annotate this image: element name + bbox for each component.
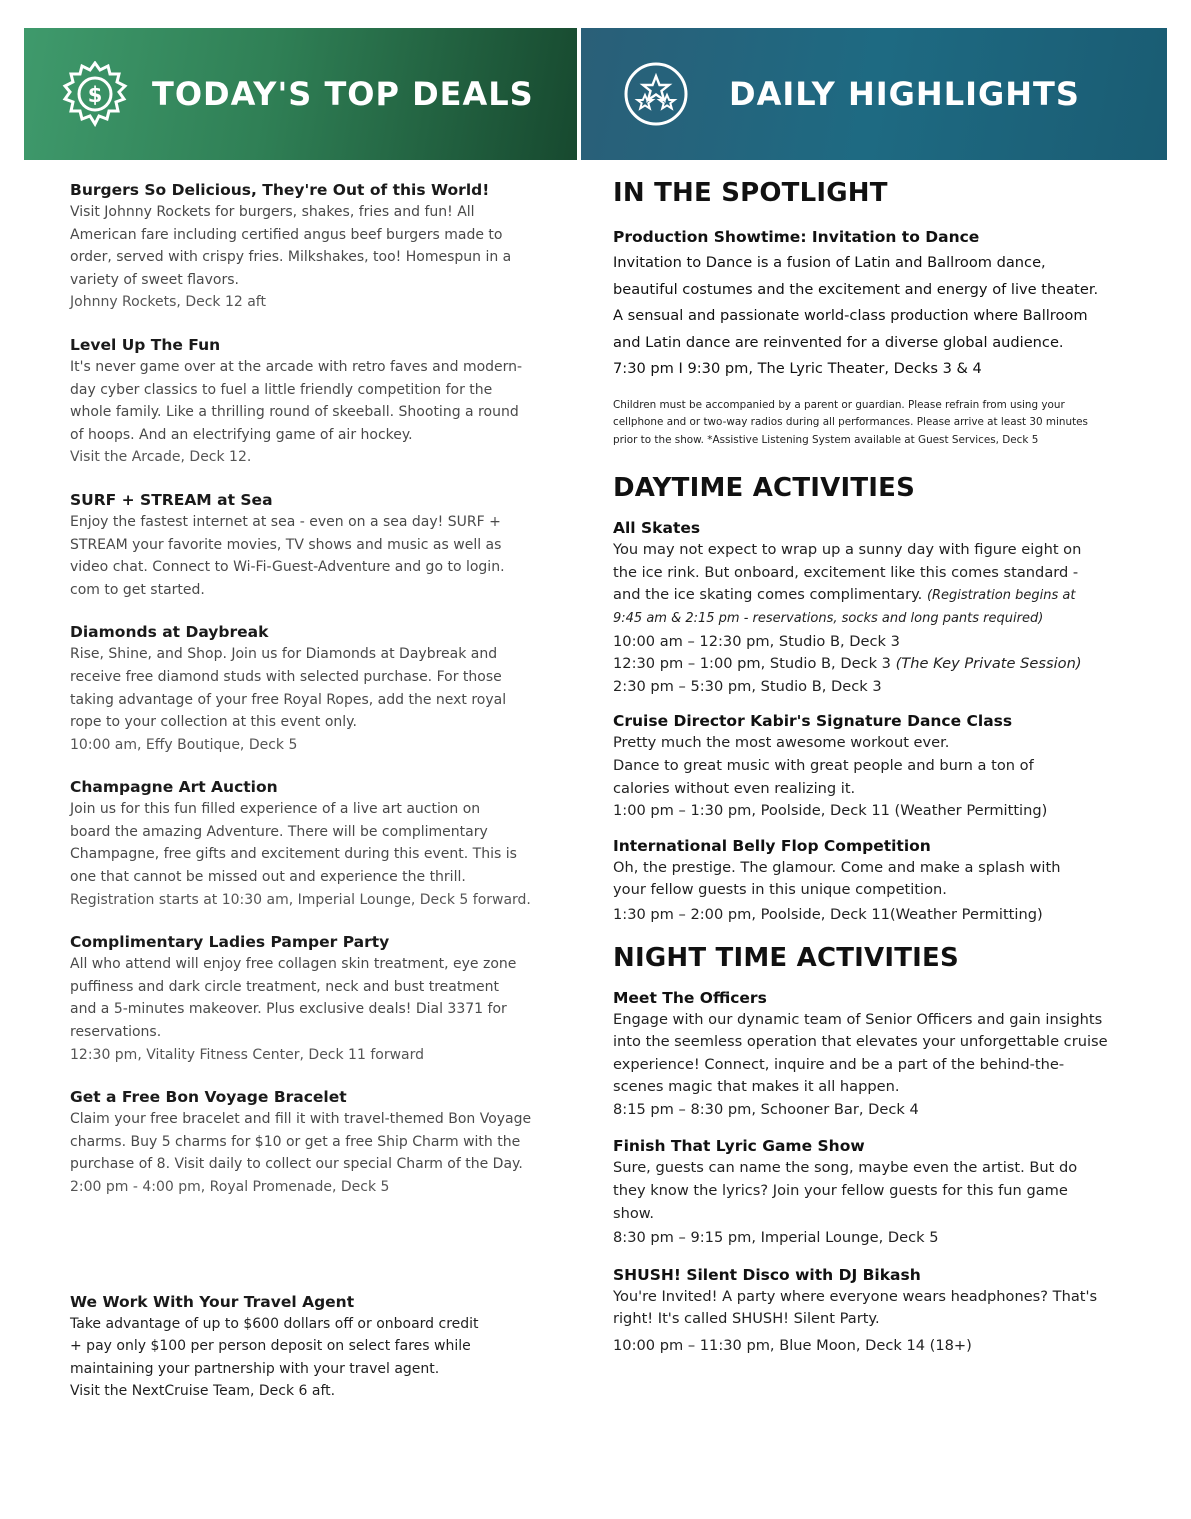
deal-title: We Work With Your Travel Agent	[70, 1292, 355, 1311]
deal-location: Visit the NextCruise Team, Deck 6 aft.	[70, 1383, 336, 1400]
event-body: Oh, the prestige. The glamour. Come and make a splash with	[613, 858, 1061, 876]
highlights-column	[613, 176, 1113, 1358]
deal-location: Johnny Rockets, Deck 12 aft	[70, 294, 266, 311]
deal-body: one that cannot be missed out and experience the thrill.	[70, 869, 466, 886]
event-time: 8:15 pm – 8:30 pm, Schooner Bar, Deck 4	[613, 1100, 919, 1118]
deal-body: Enjoy the fastest internet at sea - even on a sea day! SURF +	[70, 513, 501, 530]
event-body: calories without even realizing it.	[613, 779, 856, 797]
top-deals-title: TODAY'S TOP DEALS	[152, 75, 534, 113]
event-time: 10:00 pm – 11:30 pm, Blue Moon, Deck 14 (18+)	[613, 1337, 972, 1355]
spotlight-body: beautiful costumes and the excitement and energy of live theater.	[613, 280, 1099, 298]
event-body: Sure, guests can name the song, maybe even the artist. But do	[613, 1159, 1078, 1177]
deal-body: charms. Buy 5 charms for $10 or get a free Ship Charm with the	[70, 1133, 521, 1150]
event-body: your fellow guests in this unique competition.	[613, 881, 947, 899]
event-title: Cruise Director Kabir's Signature Dance Class	[613, 712, 1013, 731]
deal-body: American fare including certified angus beef burgers made to	[70, 226, 503, 243]
deal-body: + pay only $100 per person deposit on select fares while	[70, 1338, 471, 1355]
deal-body: rope to your collection at this event only.	[70, 714, 357, 731]
deal-location: Visit the Arcade, Deck 12.	[70, 449, 252, 466]
deal-body: com to get started.	[70, 581, 205, 598]
deal-body: and a 5-minutes makeover. Plus exclusive deals! Dial 3371 for	[70, 1001, 507, 1018]
deal-body: variety of sweet flavors.	[70, 271, 239, 288]
nighttime-section	[613, 941, 1113, 1358]
deal-location: Registration starts at 10:30 am, Imperial Lounge, Deck 5 forward.	[70, 891, 531, 908]
event-body-text: and the ice skating comes complimentary.	[613, 586, 923, 604]
deal-body: board the amazing Adventure. There will be complimentary	[70, 823, 488, 840]
deal-arcade	[70, 334, 548, 469]
daytime-heading: DAYTIME ACTIVITIES	[613, 473, 916, 504]
deal-title: Champagne Art Auction	[70, 778, 278, 797]
registration-note: (Registration begins at	[926, 588, 1076, 604]
deal-body: day cyber classics to fuel a little friendly competition for the	[70, 381, 493, 398]
event-title: International Belly Flop Competition	[613, 836, 931, 855]
deal-title: Level Up The Fun	[70, 335, 221, 354]
daily-highlights-banner	[581, 28, 1167, 160]
daily-highlights-title: DAILY HIGHLIGHTS	[729, 75, 1080, 113]
event-title: Finish That Lyric Game Show	[613, 1137, 865, 1156]
fine-print-line: Children must be accompanied by a parent or guardian. Please refrain from using your	[613, 398, 1065, 411]
spotlight-fine-print	[613, 397, 1113, 449]
event-body: Engage with our dynamic team of Senior Officers and gain insights	[613, 1010, 1103, 1028]
deal-body: Take advantage of up to $600 dollars off or onboard credit	[70, 1315, 479, 1332]
event-body: they know the lyrics? Join your fellow guests for this fun game	[613, 1182, 1068, 1200]
fine-print-line: cellphone and or two-way radios during all performances. Please arrive at least 30 minutes	[613, 416, 1088, 429]
deal-title: Diamonds at Daybreak	[70, 623, 269, 642]
deal-body: Visit Johnny Rockets for burgers, shakes, fries and fun! All	[70, 204, 475, 220]
deal-body: reservations.	[70, 1024, 162, 1041]
event-time: 1:00 pm – 1:30 pm, Poolside, Deck 11 (Weather Permitting)	[613, 802, 1048, 820]
deal-location: 10:00 am, Effy Boutique, Deck 5	[70, 736, 298, 753]
event-body: experience! Connect, inquire and be a part of the behind-the-	[613, 1055, 1065, 1073]
spotlight-body: and Latin dance are reinvented for a diverse global audience.	[613, 333, 1064, 351]
spotlight-title: Production Showtime: Invitation to Dance	[613, 228, 980, 246]
deal-location: 2:00 pm - 4:00 pm, Royal Promenade, Deck 5	[70, 1179, 390, 1195]
event-body	[613, 584, 1113, 608]
top-deals-banner	[24, 28, 577, 160]
deal-surf-stream	[70, 489, 548, 601]
deal-johnny-rockets	[70, 179, 548, 314]
dollar-badge-icon	[62, 61, 128, 127]
deal-body: All who attend will enjoy free collagen skin treatment, eye zone	[70, 956, 517, 973]
event-body: scenes magic that makes it all happen.	[613, 1078, 900, 1096]
deals-column	[70, 179, 548, 1423]
event-body: show.	[613, 1204, 655, 1222]
event-meet-officers	[613, 987, 1113, 1122]
daytime-section	[613, 471, 1113, 926]
spotlight-body: A sensual and passionate world-class production where Ballroom	[613, 307, 1088, 325]
event-all-skates	[613, 517, 1113, 698]
deal-body: receive free diamond studs with selected purchase. For those	[70, 668, 502, 685]
deal-body: Rise, Shine, and Shop. Join us for Diamonds at Daybreak and	[70, 646, 498, 663]
deal-body: video chat. Connect to Wi-Fi-Guest-Adventure and go to login.	[70, 559, 505, 576]
event-title: All Skates	[613, 519, 701, 538]
deal-art-auction	[70, 776, 548, 911]
deal-body: puffiness and dark circle treatment, neck and bust treatment	[70, 978, 499, 995]
event-body: You may not expect to wrap up a sunny day with figure eight on	[613, 541, 1082, 559]
spotlight-section	[613, 176, 1113, 449]
event-body: right! It's called SHUSH! Silent Party.	[613, 1310, 880, 1328]
nighttime-heading: NIGHT TIME ACTIVITIES	[613, 942, 959, 973]
deal-pamper-party	[70, 931, 548, 1066]
event-body: Pretty much the most awesome workout ever.	[613, 734, 950, 752]
spotlight-body: Invitation to Dance is a fusion of Latin and Ballroom dance,	[613, 254, 1046, 271]
event-time	[613, 653, 1113, 676]
deal-body: STREAM your favorite movies, TV shows and music as well as	[70, 536, 502, 553]
event-body: You're Invited! A party where everyone wears headphones? That's	[613, 1287, 1098, 1305]
deal-body: taking advantage of your free Royal Ropes, add the next royal	[70, 691, 507, 708]
deal-diamonds	[70, 621, 548, 756]
deal-body: Join us for this fun filled experience of a live art auction on	[70, 801, 481, 818]
fine-print-line: prior to the show. *Assistive Listening System available at Guest Services, Deck 5	[613, 433, 1039, 446]
deal-body: Champagne, free gifts and excitement during this event. This is	[70, 846, 517, 863]
event-body: Dance to great music with great people and burn a ton of	[613, 756, 1034, 774]
event-time-text: 12:30 pm – 1:00 pm, Studio B, Deck 3	[613, 655, 891, 673]
svg-text:$: $	[87, 83, 103, 107]
private-session-note: (The Key Private Session)	[895, 655, 1082, 673]
event-time: 10:00 am – 12:30 pm, Studio B, Deck 3	[613, 632, 900, 650]
stars-badge-icon	[623, 61, 689, 127]
deal-title: Get a Free Bon Voyage Bracelet	[70, 1088, 347, 1107]
deal-body: maintaining your partnership with your travel agent.	[70, 1360, 440, 1377]
deal-title: Complimentary Ladies Pamper Party	[70, 933, 390, 952]
deal-body: of hoops. And an electrifying game of air hockey.	[70, 426, 413, 443]
spotlight-heading: IN THE SPOTLIGHT	[613, 178, 888, 208]
event-silent-disco	[613, 1264, 1113, 1358]
deal-body: It's never game over at the arcade with retro faves and modern-	[70, 358, 523, 375]
spotlight-time: 7:30 pm I 9:30 pm, The Lyric Theater, Decks 3 & 4	[613, 360, 982, 378]
deal-body: order, served with crispy fries. Milkshakes, too! Homespun in a	[70, 249, 512, 266]
event-title: Meet The Officers	[613, 988, 767, 1007]
event-lyric-game-show	[613, 1135, 1113, 1249]
deal-body: purchase of 8. Visit daily to collect our special Charm of the Day.	[70, 1156, 523, 1173]
event-body: the ice rink. But onboard, excitement like this comes standard -	[613, 563, 1079, 581]
event-dance-class	[613, 710, 1113, 822]
event-title: SHUSH! Silent Disco with DJ Bikash	[613, 1265, 921, 1284]
deal-travel-agent	[70, 1291, 548, 1403]
event-time: 8:30 pm – 9:15 pm, Imperial Lounge, Deck 5	[613, 1229, 939, 1247]
event-time: 1:30 pm – 2:00 pm, Poolside, Deck 11(Weather Permitting)	[613, 905, 1043, 923]
event-body: into the seemless operation that elevates your unforgettable cruise	[613, 1033, 1108, 1051]
registration-note: 9:45 am & 2:15 pm - reservations, socks and long pants required)	[613, 610, 1044, 626]
deal-body: whole family. Like a thrilling round of skeeball. Shooting a round	[70, 404, 519, 421]
event-time: 2:30 pm – 5:30 pm, Studio B, Deck 3	[613, 677, 882, 695]
deal-body: Claim your free bracelet and fill it with travel-themed Bon Voyage	[70, 1111, 532, 1128]
deal-title: Burgers So Delicious, They're Out of this World!	[70, 181, 490, 199]
deal-title: SURF + STREAM at Sea	[70, 490, 273, 509]
event-belly-flop	[613, 835, 1113, 927]
deal-bon-voyage-bracelet	[70, 1086, 548, 1198]
deal-location: 12:30 pm, Vitality Fitness Center, Deck 11 forward	[70, 1046, 424, 1063]
